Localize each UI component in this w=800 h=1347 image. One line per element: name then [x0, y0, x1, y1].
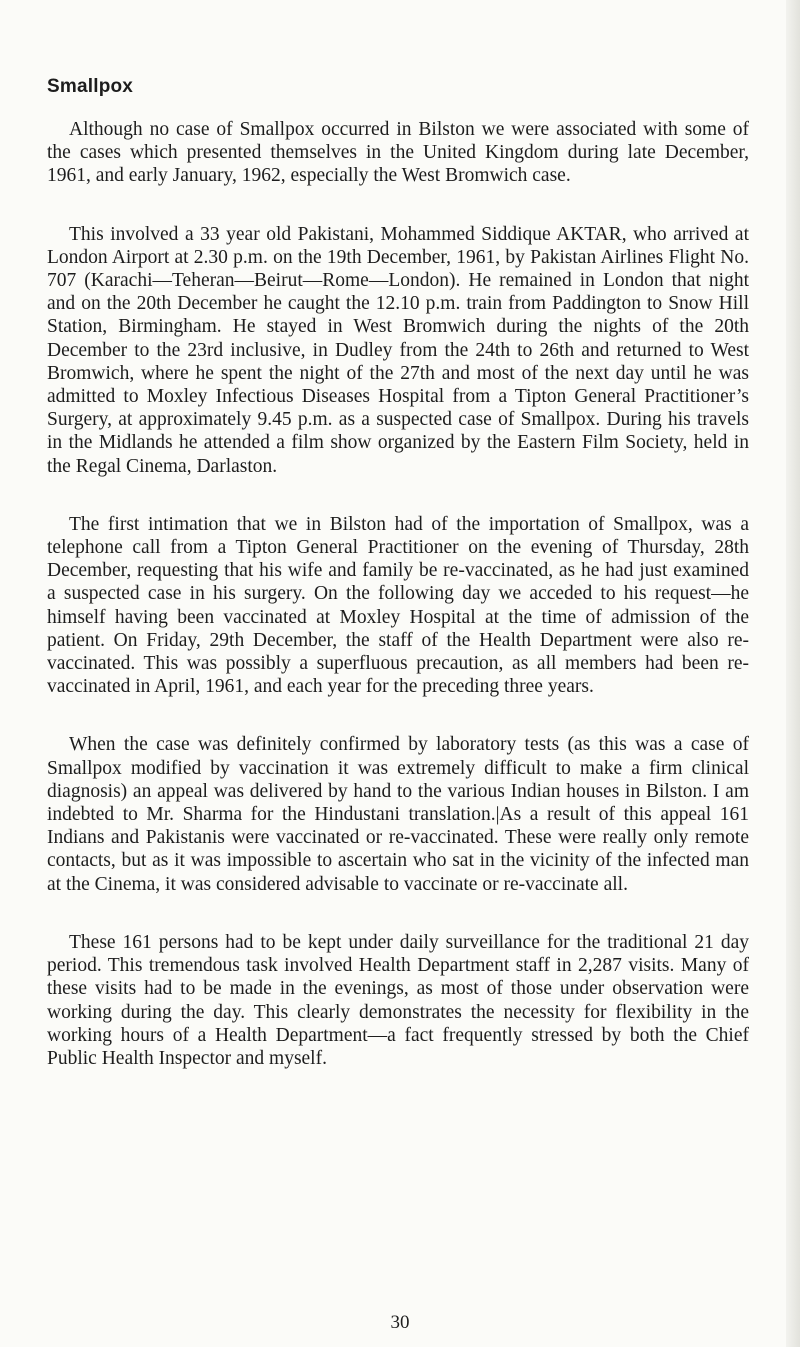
paragraph-3: The first intimation that we in Bilston had of the importation of Smallpox, was a telephone call from a Tipton General Practitioner on the evening of Thursday, 28th December, requesting that his wife and family be re-vaccinated, as he had just examined a suspected case in his surgery. On the following day we acceded to his request—he himself having been vaccinated at Moxley Hospital at the time of admission of the patient. On Friday, 29th December, the staff of the Health Department were also re-vaccinated. This was possibly a superfluous precaution, as all members had been re-vaccinated in April, 1961, and each year for the preceding three years.	[47, 513, 749, 698]
paragraph-2: This involved a 33 year old Pakistani, Mohammed Siddique AKTAR, who arrived at London Airport at 2.30 p.m. on the 19th December, 1961, by Pakistan Airlines Flight No. 707 (Karachi—Teheran—Beirut—Rome—London). He remained in London that night and on the 20th December he caught the 12.10 p.m. train from Paddington to Snow Hill Station, Birmingham. He stayed in West Bromwich during the nights of the 20th December to the 23rd inclusive, in Dudley from the 24th to 26th and returned to West Bromwich, where he spent the night of the 27th and most of the next day until he was admitted to Moxley Infectious Diseases Hospital from a Tipton General Practitioner’s Surgery, at approximately 9.45 p.m. as a suspected case of Smallpox. During his travels in the Midlands he attended a film show organized by the Eastern Film Society, held in the Regal Cinema, Darlaston.	[47, 223, 749, 477]
paragraph-1: Although no case of Smallpox occurred in Bilston we were associated with some of the cases which presented themselves in the United Kingdom during late December, 1961, and early January, 1962, especially the West Bromwich case.	[47, 119, 749, 187]
page-edge-shadow	[786, 0, 800, 1347]
paragraph-4: When the case was definitely confirmed by laboratory tests (as this was a case of Smallpox modified by vaccination it was extremely difficult to make a firm clinical diagnosis) an appeal was delivered by hand to the various Indian houses in Bilston. I am indebted to Mr. Sharma for the Hindustani translation.|As a result of this appeal 161 Indians and Pakistanis were vaccinated or re-vaccinated. These were really only remote contacts, but as it was impossible to ascertain who sat in the vicinity of the infected man at the Cinema, it was considered advisable to vaccinate or re-vaccinate all.	[47, 734, 749, 895]
body-text	[47, 118, 749, 1105]
page-number: 30	[390, 1312, 410, 1333]
section-title: Smallpox	[47, 76, 134, 97]
paragraph-5: These 161 persons had to be kept under daily surveillance for the traditional 21 day period. This tremendous task involved Health Department staff in 2,287 visits. Many of these visits had to be made in the evenings, as most of those under observation were working during the day. This clearly demonstrates the necessity for flexibility in the working hours of a Health Department—a fact frequently stressed by both the Chief Public Health Inspector and myself.	[47, 931, 749, 1069]
